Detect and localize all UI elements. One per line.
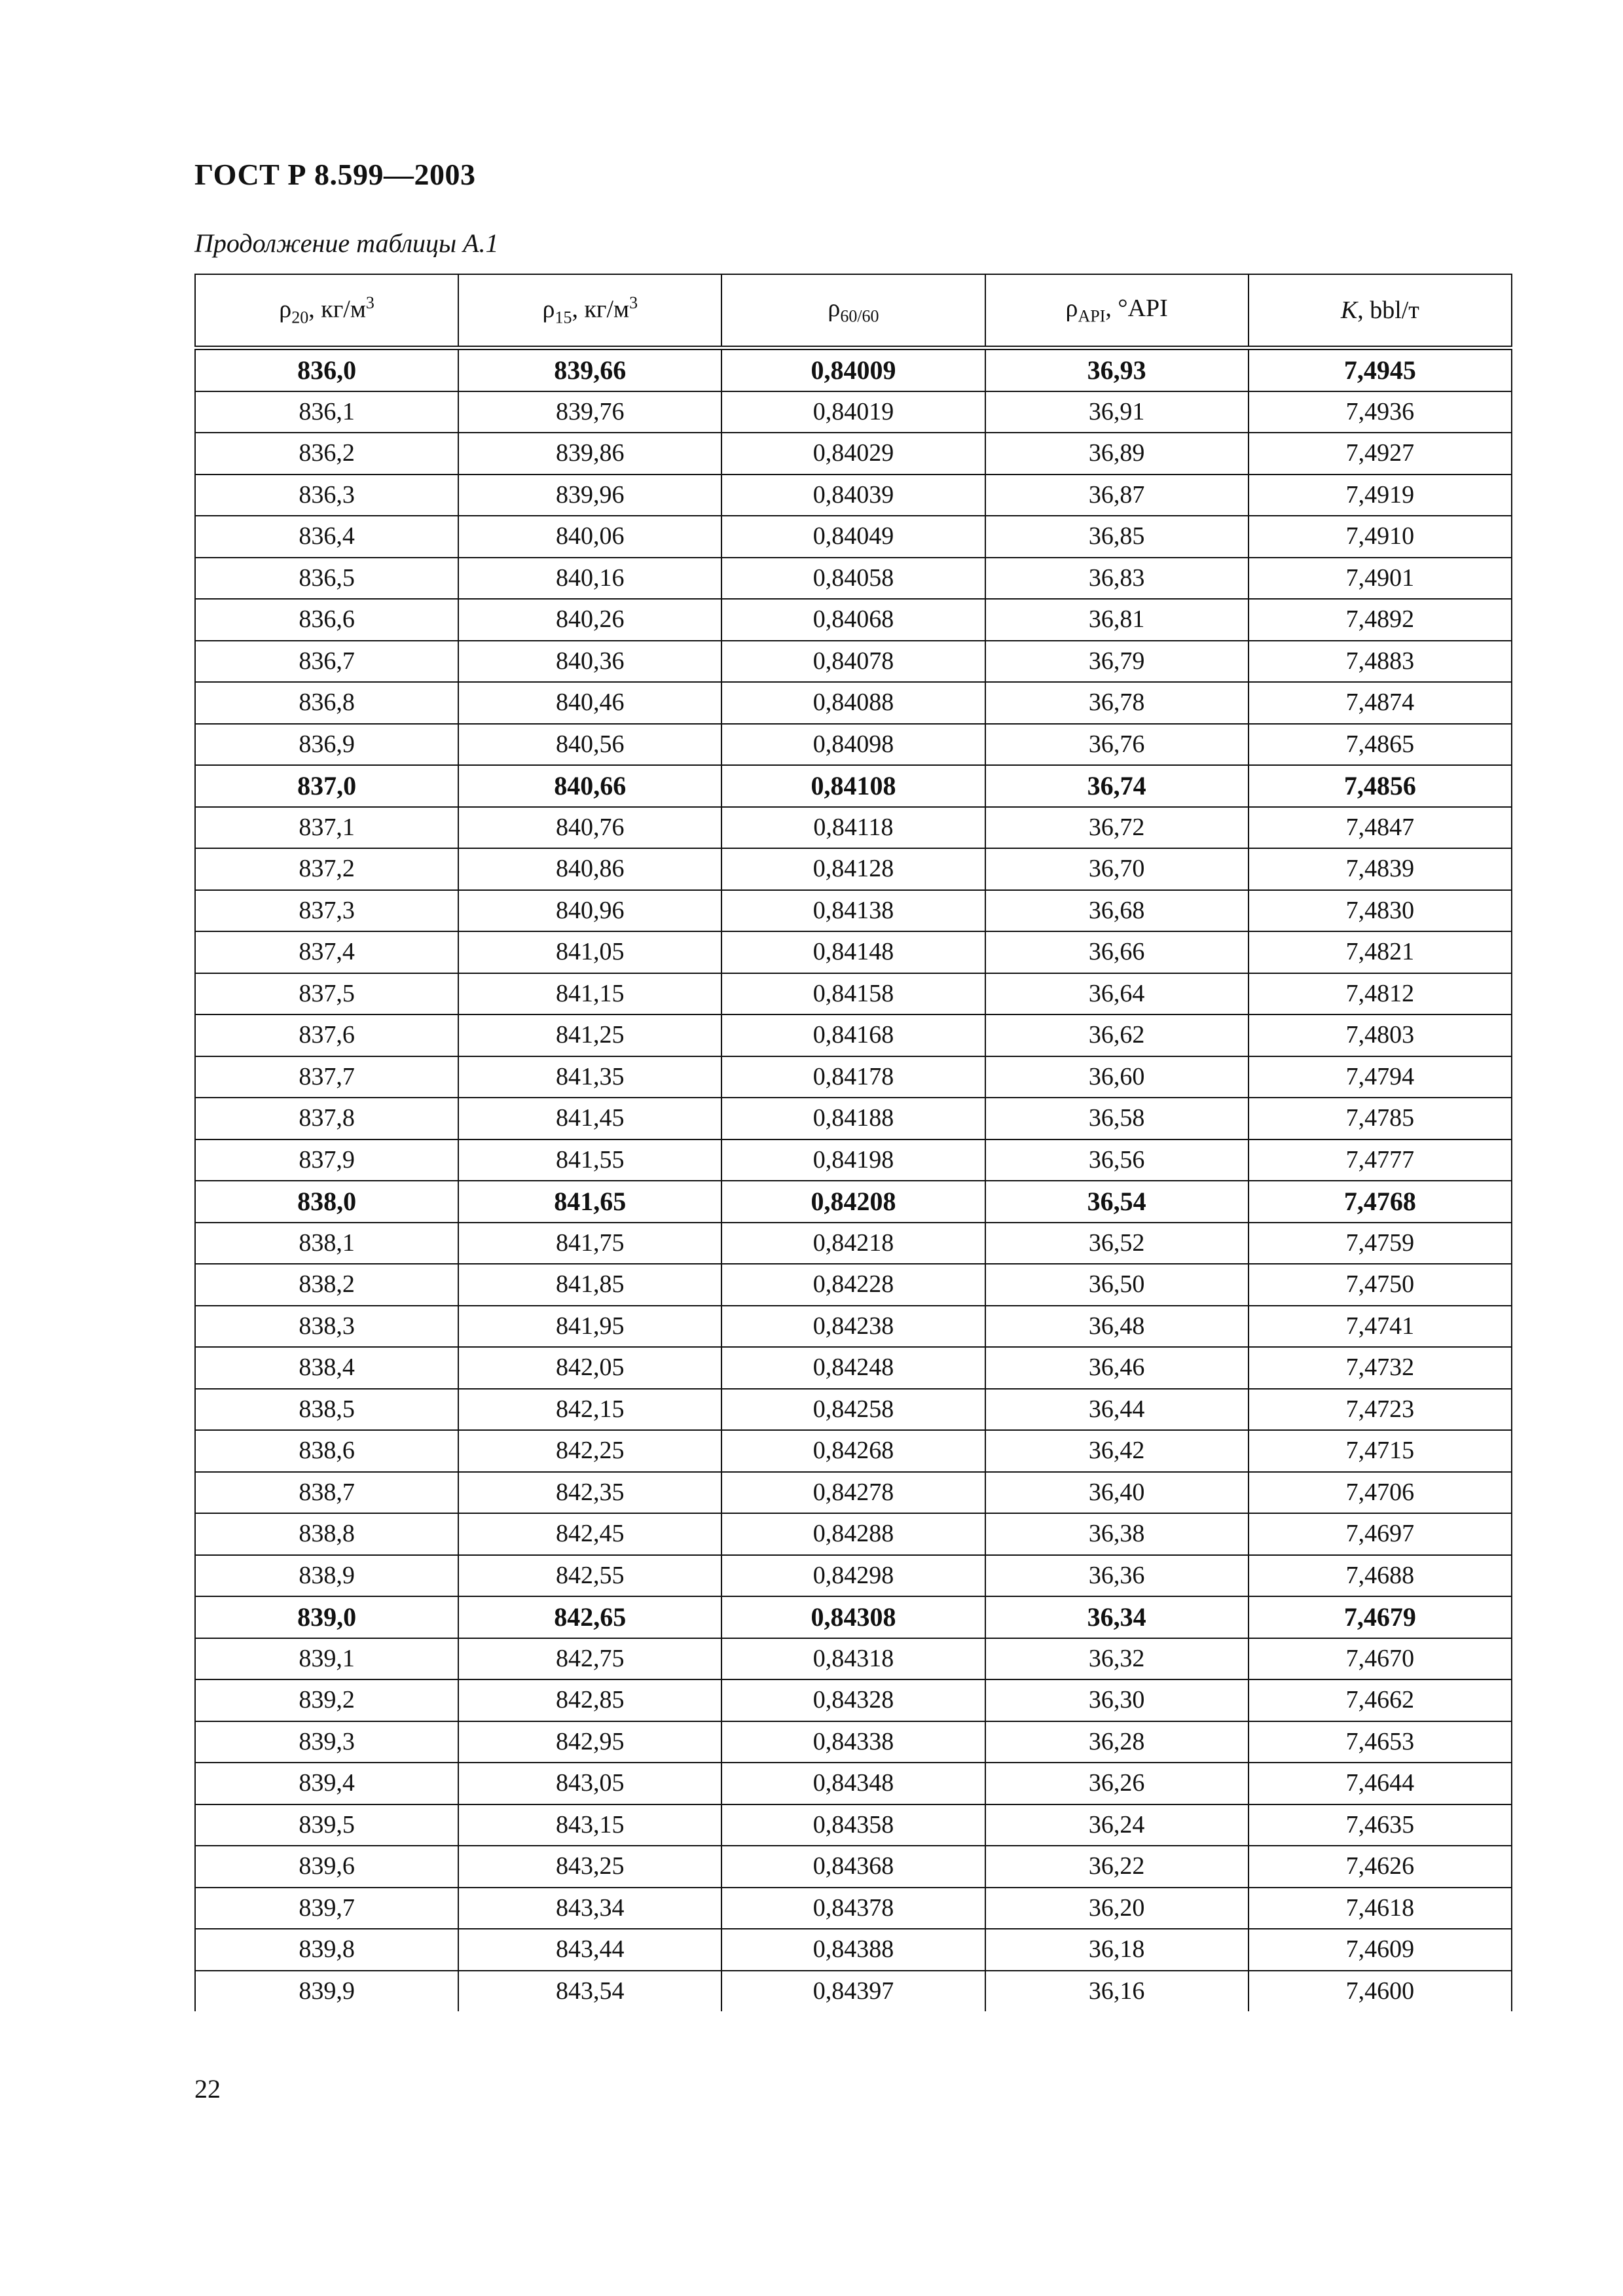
header-subscript: 15: [555, 308, 572, 327]
table-cell: 840,96: [458, 890, 721, 932]
column-header: [458, 274, 721, 348]
table-cell: 7,4732: [1249, 1347, 1512, 1389]
table-cell: 7,4919: [1249, 475, 1512, 516]
table-cell: 836,1: [195, 391, 458, 433]
table-cell: 7,4741: [1249, 1306, 1512, 1348]
table-cell: 836,7: [195, 641, 458, 683]
table-row: [195, 973, 1512, 1015]
table-cell: 0,84039: [721, 475, 985, 516]
header-superscript: 3: [629, 293, 638, 312]
table-row: [195, 1596, 1512, 1638]
table-cell: 837,0: [195, 765, 458, 807]
table-cell: 36,60: [985, 1056, 1249, 1098]
header-unit: , bbl/т: [1357, 296, 1419, 324]
header-symbol: ρ: [1065, 295, 1078, 323]
table-cell: 0,84338: [721, 1721, 985, 1763]
table-cell: 0,84308: [721, 1596, 985, 1638]
table-cell: 36,54: [985, 1181, 1249, 1223]
table-cell: 7,4830: [1249, 890, 1512, 932]
table-cell: 841,85: [458, 1264, 721, 1306]
table-cell: 36,28: [985, 1721, 1249, 1763]
table-cell: 836,2: [195, 433, 458, 475]
table-cell: 36,79: [985, 641, 1249, 683]
table-cell: 0,84058: [721, 558, 985, 600]
header-subscript: 20: [291, 308, 309, 327]
table-cell: 843,34: [458, 1888, 721, 1929]
table-cell: 836,3: [195, 475, 458, 516]
table-row: [195, 1181, 1512, 1223]
table-cell: 840,66: [458, 765, 721, 807]
table-row: [195, 1763, 1512, 1804]
table-cell: 0,84238: [721, 1306, 985, 1348]
table-cell: 7,4874: [1249, 682, 1512, 724]
table-cell: 842,95: [458, 1721, 721, 1763]
table-row: [195, 724, 1512, 766]
header-unit: , °API: [1105, 295, 1168, 323]
table-cell: 840,36: [458, 641, 721, 683]
table-cell: 839,76: [458, 391, 721, 433]
table-cell: 842,45: [458, 1513, 721, 1555]
table-cell: 0,84168: [721, 1014, 985, 1056]
table-cell: 0,84009: [721, 348, 985, 391]
table-cell: 0,84198: [721, 1139, 985, 1181]
table-cell: 7,4847: [1249, 807, 1512, 849]
table-cell: 7,4759: [1249, 1223, 1512, 1265]
table-cell: 7,4936: [1249, 391, 1512, 433]
table-row: [195, 516, 1512, 558]
header-symbol: ρ: [828, 295, 841, 323]
column-header: [721, 274, 985, 348]
table-row: [195, 682, 1512, 724]
table-cell: 840,16: [458, 558, 721, 600]
table-cell: 836,8: [195, 682, 458, 724]
table-cell: 837,2: [195, 848, 458, 890]
table-cell: 837,8: [195, 1098, 458, 1139]
table-cell: 0,84278: [721, 1472, 985, 1514]
table-cell: 0,84368: [721, 1846, 985, 1888]
table-cell: 837,6: [195, 1014, 458, 1056]
table-cell: 0,84358: [721, 1804, 985, 1846]
table-cell: 36,18: [985, 1929, 1249, 1971]
column-header: [1249, 274, 1512, 348]
table-cell: 36,62: [985, 1014, 1249, 1056]
table-cell: 36,89: [985, 433, 1249, 475]
table-cell: 840,06: [458, 516, 721, 558]
table-row: [195, 1264, 1512, 1306]
table-cell: 7,4635: [1249, 1804, 1512, 1846]
table-cell: 840,56: [458, 724, 721, 766]
table-cell: 842,65: [458, 1596, 721, 1638]
table-cell: 36,78: [985, 682, 1249, 724]
table-cell: 842,35: [458, 1472, 721, 1514]
table-cell: 36,85: [985, 516, 1249, 558]
page-number: 22: [194, 2074, 221, 2104]
table-cell: 839,86: [458, 433, 721, 475]
table-row: [195, 1929, 1512, 1971]
table-cell: 36,50: [985, 1264, 1249, 1306]
table-row: [195, 348, 1512, 391]
table-row: [195, 807, 1512, 849]
table-cell: 36,34: [985, 1596, 1249, 1638]
table-cell: 0,84378: [721, 1888, 985, 1929]
table-cell: 0,84029: [721, 433, 985, 475]
table-cell: 839,9: [195, 1971, 458, 2012]
table-row: [195, 433, 1512, 475]
table-cell: 36,48: [985, 1306, 1249, 1348]
table-cell: 0,84148: [721, 931, 985, 973]
table-cell: 841,55: [458, 1139, 721, 1181]
table-cell: 36,32: [985, 1638, 1249, 1680]
table-cell: 836,4: [195, 516, 458, 558]
table-row: [195, 1430, 1512, 1472]
table-cell: 842,85: [458, 1679, 721, 1721]
table-cell: 840,76: [458, 807, 721, 849]
table-cell: 837,1: [195, 807, 458, 849]
table-cell: 0,84128: [721, 848, 985, 890]
table-cell: 0,84258: [721, 1389, 985, 1431]
table-cell: 36,70: [985, 848, 1249, 890]
table-cell: 0,84268: [721, 1430, 985, 1472]
table-cell: 840,26: [458, 599, 721, 641]
table-cell: 36,74: [985, 765, 1249, 807]
table-cell: 0,84078: [721, 641, 985, 683]
table-cell: 839,1: [195, 1638, 458, 1680]
table-cell: 36,93: [985, 348, 1249, 391]
header-subscript: 60/60: [840, 306, 879, 326]
header-superscript: 3: [365, 293, 374, 312]
table-cell: 7,4803: [1249, 1014, 1512, 1056]
table-row: [195, 1056, 1512, 1098]
table-cell: 7,4715: [1249, 1430, 1512, 1472]
table-cell: 36,81: [985, 599, 1249, 641]
table-cell: 7,4785: [1249, 1098, 1512, 1139]
table-cell: 7,4945: [1249, 348, 1512, 391]
table-row: [195, 1306, 1512, 1348]
table-cell: 7,4723: [1249, 1389, 1512, 1431]
table-cell: 7,4697: [1249, 1513, 1512, 1555]
table-cell: 7,4821: [1249, 931, 1512, 973]
table-cell: 7,4609: [1249, 1929, 1512, 1971]
table-cell: 0,84208: [721, 1181, 985, 1223]
table-row: [195, 1347, 1512, 1389]
table-cell: 0,84318: [721, 1638, 985, 1680]
table-row: [195, 1721, 1512, 1763]
table-cell: 36,24: [985, 1804, 1249, 1846]
table-cell: 7,4856: [1249, 765, 1512, 807]
table-cell: 841,75: [458, 1223, 721, 1265]
table-cell: 7,4777: [1249, 1139, 1512, 1181]
table-cell: 843,15: [458, 1804, 721, 1846]
table-cell: 7,4794: [1249, 1056, 1512, 1098]
table-row: [195, 1971, 1512, 2012]
table-cell: 838,9: [195, 1555, 458, 1597]
table-cell: 36,58: [985, 1098, 1249, 1139]
table-cell: 842,55: [458, 1555, 721, 1597]
density-table: [194, 274, 1512, 2011]
table-cell: 7,4839: [1249, 848, 1512, 890]
table-cell: 7,4910: [1249, 516, 1512, 558]
table-cell: 839,4: [195, 1763, 458, 1804]
table-cell: 36,36: [985, 1555, 1249, 1597]
table-cell: 36,76: [985, 724, 1249, 766]
table-cell: 837,3: [195, 890, 458, 932]
table-cell: 36,46: [985, 1347, 1249, 1389]
table-cell: 36,66: [985, 931, 1249, 973]
table-cell: 843,25: [458, 1846, 721, 1888]
table-cell: 843,54: [458, 1971, 721, 2012]
table-cell: 0,84228: [721, 1264, 985, 1306]
table-cell: 842,75: [458, 1638, 721, 1680]
table-cell: 841,15: [458, 973, 721, 1015]
table-cell: 7,4626: [1249, 1846, 1512, 1888]
table-cell: 839,3: [195, 1721, 458, 1763]
table-cell: 842,05: [458, 1347, 721, 1389]
table-cell: 0,84178: [721, 1056, 985, 1098]
table-cell: 838,6: [195, 1430, 458, 1472]
table-cell: 839,96: [458, 475, 721, 516]
table-cell: 0,84288: [721, 1513, 985, 1555]
table-cell: 839,6: [195, 1846, 458, 1888]
table-cell: 36,38: [985, 1513, 1249, 1555]
table-cell: 0,84348: [721, 1763, 985, 1804]
table-cell: 838,0: [195, 1181, 458, 1223]
table-cell: 841,35: [458, 1056, 721, 1098]
table-cell: 839,8: [195, 1929, 458, 1971]
table-cell: 7,4679: [1249, 1596, 1512, 1638]
table-cell: 7,4901: [1249, 558, 1512, 600]
table-cell: 0,84019: [721, 391, 985, 433]
table-cell: 841,45: [458, 1098, 721, 1139]
table-row: [195, 1555, 1512, 1597]
column-header: [195, 274, 458, 348]
table-cell: 841,25: [458, 1014, 721, 1056]
table-cell: 36,26: [985, 1763, 1249, 1804]
table-cell: 36,20: [985, 1888, 1249, 1929]
table-cell: 7,4892: [1249, 599, 1512, 641]
table-body: [195, 348, 1512, 2012]
table-row: [195, 1389, 1512, 1431]
header-unit: , кг/м: [572, 295, 630, 323]
table-cell: 837,9: [195, 1139, 458, 1181]
table-cell: 7,4688: [1249, 1555, 1512, 1597]
table-cell: 7,4670: [1249, 1638, 1512, 1680]
table-cell: 7,4600: [1249, 1971, 1512, 2012]
table-cell: 841,95: [458, 1306, 721, 1348]
table-cell: 0,84218: [721, 1223, 985, 1265]
table-cell: 0,84397: [721, 1971, 985, 2012]
table-cell: 36,68: [985, 890, 1249, 932]
table-cell: 0,84328: [721, 1679, 985, 1721]
table-cell: 837,7: [195, 1056, 458, 1098]
table-row: [195, 1804, 1512, 1846]
table-cell: 7,4812: [1249, 973, 1512, 1015]
table-row: [195, 1846, 1512, 1888]
table-row: [195, 1014, 1512, 1056]
table-cell: 0,84049: [721, 516, 985, 558]
table-cell: 7,4750: [1249, 1264, 1512, 1306]
table-cell: 7,4883: [1249, 641, 1512, 683]
table-row: [195, 1139, 1512, 1181]
table-cell: 839,7: [195, 1888, 458, 1929]
table-row: [195, 1472, 1512, 1514]
table-cell: 0,84088: [721, 682, 985, 724]
table-cell: 841,05: [458, 931, 721, 973]
table-cell: 0,84108: [721, 765, 985, 807]
table-cell: 7,4653: [1249, 1721, 1512, 1763]
header-unit: , кг/м: [308, 295, 366, 323]
table-cell: 7,4706: [1249, 1472, 1512, 1514]
column-header: [985, 274, 1249, 348]
table-row: [195, 1223, 1512, 1265]
table-row: [195, 599, 1512, 641]
table-cell: 36,42: [985, 1430, 1249, 1472]
table-cell: 838,1: [195, 1223, 458, 1265]
table-cell: 836,5: [195, 558, 458, 600]
table-cell: 0,84138: [721, 890, 985, 932]
table-cell: 841,65: [458, 1181, 721, 1223]
table-cell: 0,84248: [721, 1347, 985, 1389]
table-row: [195, 931, 1512, 973]
header-symbol: ρ: [279, 295, 292, 323]
header-subscript: API: [1078, 306, 1106, 326]
table-row: [195, 1888, 1512, 1929]
table-cell: 842,25: [458, 1430, 721, 1472]
table-cell: 36,52: [985, 1223, 1249, 1265]
table-cell: 36,40: [985, 1472, 1249, 1514]
table-cell: 0,84158: [721, 973, 985, 1015]
table-cell: 0,84188: [721, 1098, 985, 1139]
table-cell: 0,84298: [721, 1555, 985, 1597]
header-row: [195, 274, 1512, 348]
table-cell: 840,86: [458, 848, 721, 890]
table-row: [195, 1638, 1512, 1680]
table-cell: 843,44: [458, 1929, 721, 1971]
table-row: [195, 558, 1512, 600]
table-row: [195, 848, 1512, 890]
table-cell: 7,4865: [1249, 724, 1512, 766]
table-cell: 838,2: [195, 1264, 458, 1306]
table-cell: 836,6: [195, 599, 458, 641]
table-cell: 36,30: [985, 1679, 1249, 1721]
table-cell: 838,5: [195, 1389, 458, 1431]
table-cell: 36,72: [985, 807, 1249, 849]
table-cell: 839,66: [458, 348, 721, 391]
table-cell: 36,64: [985, 973, 1249, 1015]
table-row: [195, 765, 1512, 807]
table-cell: 36,44: [985, 1389, 1249, 1431]
table-row: [195, 475, 1512, 516]
table-cell: 843,05: [458, 1763, 721, 1804]
table-cell: 836,0: [195, 348, 458, 391]
table-row: [195, 1098, 1512, 1139]
table-cell: 838,7: [195, 1472, 458, 1514]
table-cell: 838,4: [195, 1347, 458, 1389]
table-cell: 36,22: [985, 1846, 1249, 1888]
table-cell: 838,8: [195, 1513, 458, 1555]
table-cell: 36,16: [985, 1971, 1249, 2012]
table-cell: 36,83: [985, 558, 1249, 600]
table-cell: 0,84068: [721, 599, 985, 641]
table-cell: 839,0: [195, 1596, 458, 1638]
header-symbol: ρ: [542, 295, 555, 323]
table-cell: 7,4618: [1249, 1888, 1512, 1929]
table-row: [195, 1513, 1512, 1555]
table-cell: 842,15: [458, 1389, 721, 1431]
table-cell: 7,4662: [1249, 1679, 1512, 1721]
table-cell: 36,91: [985, 391, 1249, 433]
table-cell: 839,2: [195, 1679, 458, 1721]
header-symbol: K: [1340, 296, 1358, 324]
table-cell: 7,4768: [1249, 1181, 1512, 1223]
table-cell: 0,84118: [721, 807, 985, 849]
document-title: ГОСТ Р 8.599—2003: [194, 158, 476, 191]
table-cell: 0,84388: [721, 1929, 985, 1971]
table-cell: 36,56: [985, 1139, 1249, 1181]
table-cell: 839,5: [195, 1804, 458, 1846]
table-row: [195, 391, 1512, 433]
table-cell: 840,46: [458, 682, 721, 724]
table-cell: 838,3: [195, 1306, 458, 1348]
table-cell: 836,9: [195, 724, 458, 766]
table-cell: 0,84098: [721, 724, 985, 766]
table-cell: 837,5: [195, 973, 458, 1015]
table-cell: 36,87: [985, 475, 1249, 516]
table-cell: 7,4927: [1249, 433, 1512, 475]
table-cell: 837,4: [195, 931, 458, 973]
table-caption: Продолжение таблицы А.1: [194, 228, 499, 258]
table-row: [195, 890, 1512, 932]
table-cell: 7,4644: [1249, 1763, 1512, 1804]
table-row: [195, 641, 1512, 683]
table-row: [195, 1679, 1512, 1721]
